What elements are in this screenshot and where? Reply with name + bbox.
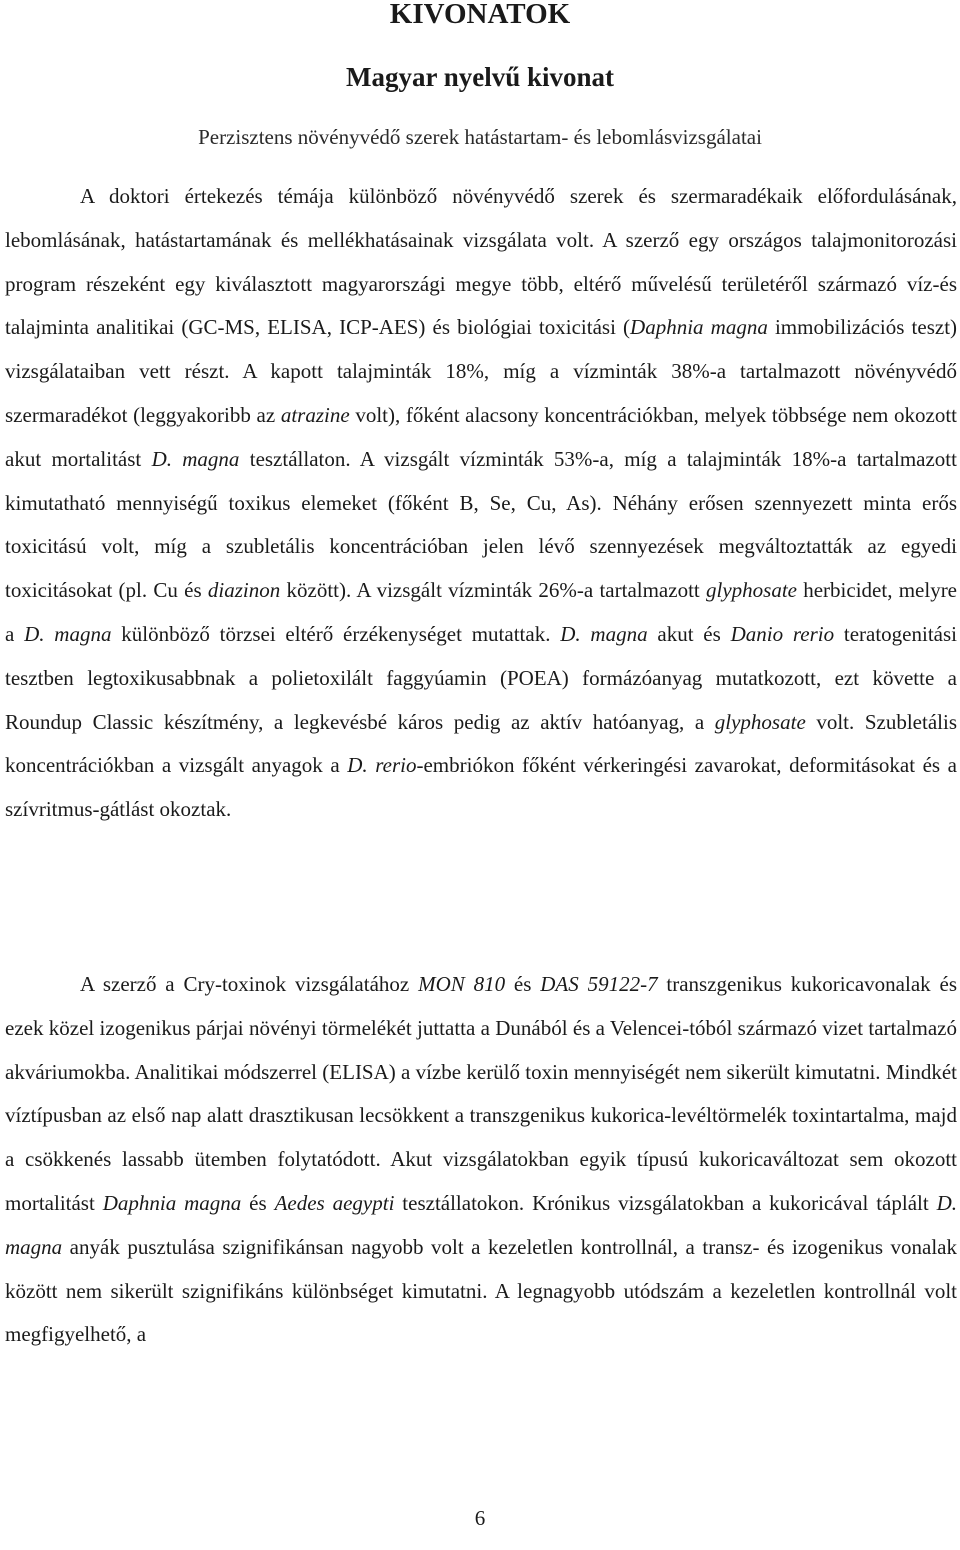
compound-name: atrazine [280, 402, 350, 427]
text-run: A szerző a Cry-toxinok vizsgálatához [80, 972, 419, 996]
maize-line-name: DAS 59122-7 [540, 972, 658, 996]
text-run: akut és [647, 621, 731, 646]
dissertation-title: Perzisztens növényvédő szerek hatástartam- és lebomlásvizsgálatai [198, 125, 762, 149]
compound-name: glyphosate [706, 578, 797, 603]
text-run: teratogenitási tesztben legtoxikusabbnak a polietoxilált faggyúamin (POEA) formázóanyag mutatkozott, ezt követte a Roundup Classic készítmény, a legkevésbé káros pedig az aktív hatóanyag, a [5, 621, 957, 734]
species-name: D. magna [24, 621, 112, 646]
species-name: D. magna [151, 446, 240, 471]
text-run: különböző törzsei eltérő érzékenységet mutattak. [111, 621, 561, 646]
text-run: és [241, 1190, 275, 1215]
compound-name: glyphosate [714, 709, 806, 734]
text-run: és [505, 972, 541, 996]
abstract-paragraph-1 [5, 175, 957, 832]
text-run: transzgenikus kukoricavonalak és ezek közel izogenikus párjai növényi törmelékét juttatta a Dunából és a Velencei-tóból származó vizet tartalmazó akváriumokba. Analitikai módszerrel (ELISA) a vízbe kerülő toxin mennyiségét nem sikerült kimutatni. Mindkét víztípusban az első nap alatt drasztikusan lecsökkent a transzgenikus kukorica-levéltörmelék toxintartalma, majd a csökkenés lassabb ütemben folytatódott. Akut vizsgálatokban egyik típusú kukoricaváltozat sem okozott mortalitást [5, 972, 957, 1215]
compound-name: diazinon [207, 578, 281, 603]
text-run: volt), főként alacsony koncentrációkban, melyek többsége nem okozott akut mortalitást [5, 402, 958, 471]
species-name: Daphnia magna [630, 315, 768, 340]
text-run: herbicidet, melyre a [5, 578, 958, 646]
text-run: között). A vizsgált vízminták 26%-a tartalmazott [280, 578, 706, 603]
text-run: immobilizációs teszt) vizsgálataiban vett részt. A kapott talajminták 18%, míg a vízminták 38%-a tartalmazott növényvédő szermaradékot (leggyakoribb az [5, 315, 958, 427]
text-run: A doktori értekezés témája különböző növényvédő szerek és szermaradékaik előfordulásának, lebomlásának, hatástartamának és mellékhatásainak vizsgálata volt. A szerző egy országos talajmonitorozási program részeként egy kiválasztott magyarországi megye több, eltérő művelésű területéről származó víz-és talajminta analitikai (GC-MS, ELISA, ICP-AES) és biológiai toxicitási ( [5, 184, 957, 340]
section-heading: Magyar nyelvű kivonat [345, 62, 615, 92]
text-run: tesztállaton. A vizsgált vízminták 53%-a, míg a talajminták 18%-a tartalmazott kimutatható mennyiségű toxikus elemeket (főként B, Se, Cu, As). Néhány erősen szennyezett minta erős toxicitású volt, míg a szubletális koncentrációban jelen lévő szennyezések megváltoztatták az egyedi toxicitásokat (pl. Cu és [5, 446, 957, 603]
species-name: Danio rerio [730, 621, 835, 646]
abstract-paragraph-2 [5, 963, 957, 1357]
text-run: -embriókon főként vérkeringési zavarokat, deformitásokat és a szívritmus-gátlást okoztak. [5, 753, 957, 822]
text-run: volt. Szubletális koncentrációkban a vizsgált anyagok a [5, 709, 957, 778]
species-name: D. magna [5, 1190, 957, 1259]
text-run: tesztállatokon. Krónikus vizsgálatokban a kukoricával táplált [394, 1190, 937, 1215]
maize-line-name: MON 810 [418, 972, 506, 996]
page-heading: KIVONATOK [389, 0, 571, 30]
species-name: D. rerio [347, 753, 417, 778]
species-name: D. magna [560, 621, 648, 646]
text-run: anyák pusztulása szignifikánsan nagyobb volt a kezeletlen kontrollnál, a transz- és izogenikus vonalak között nem sikerült szignifikáns különbséget kimutatni. A legnagyobb utódszám a kezeletlen kontrollnál volt megfigyelhető, a [5, 1234, 957, 1347]
species-name: Daphnia magna [102, 1190, 242, 1215]
species-name: Aedes aegypti [274, 1190, 395, 1215]
page-number: 6 [474, 1506, 486, 1530]
